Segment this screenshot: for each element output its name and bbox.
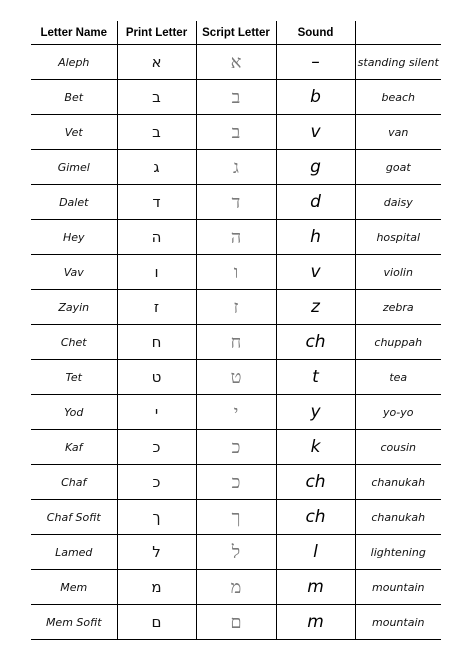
table-row: [31, 325, 441, 360]
example-word-cell: tea: [355, 360, 441, 395]
sound-cell: h: [276, 220, 355, 255]
script-letter-cell: י: [196, 395, 276, 430]
print-letter-cell: ט: [117, 360, 196, 395]
sound-cell: b: [276, 80, 355, 115]
script-letter-cell: ם: [196, 605, 276, 640]
header-example-word: [355, 21, 441, 45]
example-word-cell: zebra: [355, 290, 441, 325]
script-letter-cell: ג: [196, 150, 276, 185]
table-row: [31, 605, 441, 640]
example-word-cell: beach: [355, 80, 441, 115]
letter-name-cell: Chet: [31, 325, 117, 360]
table-row: [31, 430, 441, 465]
sound-cell: ch: [276, 500, 355, 535]
print-letter-cell: ו: [117, 255, 196, 290]
letter-name-cell: Zayin: [31, 290, 117, 325]
print-letter-cell: ג: [117, 150, 196, 185]
print-letter-cell: ך: [117, 500, 196, 535]
sound-cell: l: [276, 535, 355, 570]
letter-name-cell: Tet: [31, 360, 117, 395]
sound-cell: d: [276, 185, 355, 220]
sound-cell: –: [276, 45, 355, 80]
example-word-cell: goat: [355, 150, 441, 185]
sound-cell: y: [276, 395, 355, 430]
example-word-cell: lightening: [355, 535, 441, 570]
table-row: [31, 465, 441, 500]
print-letter-cell: ב: [117, 115, 196, 150]
script-letter-cell: ב: [196, 80, 276, 115]
script-letter-cell: א: [196, 45, 276, 80]
script-letter-cell: ך: [196, 500, 276, 535]
table-body: [31, 45, 441, 640]
table-row: [31, 395, 441, 430]
print-letter-cell: כ: [117, 430, 196, 465]
example-word-cell: yo-yo: [355, 395, 441, 430]
letter-name-cell: Chaf: [31, 465, 117, 500]
example-word-cell: violin: [355, 255, 441, 290]
table-row: [31, 360, 441, 395]
letter-name-cell: Lamed: [31, 535, 117, 570]
letter-name-cell: Bet: [31, 80, 117, 115]
table-row: [31, 290, 441, 325]
example-word-cell: chanukah: [355, 465, 441, 500]
letter-name-cell: Gimel: [31, 150, 117, 185]
sound-cell: v: [276, 255, 355, 290]
sound-cell: t: [276, 360, 355, 395]
letter-name-cell: Kaf: [31, 430, 117, 465]
example-word-cell: van: [355, 115, 441, 150]
example-word-cell: hospital: [355, 220, 441, 255]
table-row: [31, 535, 441, 570]
table-row: [31, 500, 441, 535]
table-row: [31, 115, 441, 150]
script-letter-cell: מ: [196, 570, 276, 605]
sound-cell: ch: [276, 465, 355, 500]
sound-cell: g: [276, 150, 355, 185]
print-letter-cell: ם: [117, 605, 196, 640]
table-row: [31, 570, 441, 605]
header-script-letter: Script Letter: [196, 21, 276, 45]
letter-name-cell: Vet: [31, 115, 117, 150]
print-letter-cell: ח: [117, 325, 196, 360]
example-word-cell: standing silent: [355, 45, 441, 80]
script-letter-cell: כ: [196, 465, 276, 500]
table-row: [31, 45, 441, 80]
print-letter-cell: ב: [117, 80, 196, 115]
hebrew-alphabet-table: [31, 21, 441, 640]
letter-name-cell: Dalet: [31, 185, 117, 220]
print-letter-cell: מ: [117, 570, 196, 605]
table-row: [31, 80, 441, 115]
example-word-cell: cousin: [355, 430, 441, 465]
letter-name-cell: Mem Sofit: [31, 605, 117, 640]
letter-name-cell: Mem: [31, 570, 117, 605]
script-letter-cell: ל: [196, 535, 276, 570]
print-letter-cell: א: [117, 45, 196, 80]
script-letter-cell: ח: [196, 325, 276, 360]
script-letter-cell: ו: [196, 255, 276, 290]
print-letter-cell: ד: [117, 185, 196, 220]
header-letter-name: Letter Name: [31, 21, 117, 45]
print-letter-cell: ז: [117, 290, 196, 325]
print-letter-cell: י: [117, 395, 196, 430]
sound-cell: m: [276, 605, 355, 640]
example-word-cell: chanukah: [355, 500, 441, 535]
table-row: [31, 185, 441, 220]
print-letter-cell: כ: [117, 465, 196, 500]
script-letter-cell: ה: [196, 220, 276, 255]
script-letter-cell: ז: [196, 290, 276, 325]
letter-name-cell: Hey: [31, 220, 117, 255]
example-word-cell: mountain: [355, 605, 441, 640]
sound-cell: ch: [276, 325, 355, 360]
script-letter-cell: ד: [196, 185, 276, 220]
letter-name-cell: Yod: [31, 395, 117, 430]
header-sound: Sound: [276, 21, 355, 45]
letter-name-cell: Vav: [31, 255, 117, 290]
sound-cell: k: [276, 430, 355, 465]
print-letter-cell: ה: [117, 220, 196, 255]
table-row: [31, 150, 441, 185]
print-letter-cell: ל: [117, 535, 196, 570]
example-word-cell: chuppah: [355, 325, 441, 360]
example-word-cell: daisy: [355, 185, 441, 220]
sound-cell: z: [276, 290, 355, 325]
script-letter-cell: ב: [196, 115, 276, 150]
header-print-letter: Print Letter: [117, 21, 196, 45]
header-row: [31, 21, 441, 45]
script-letter-cell: ט: [196, 360, 276, 395]
sound-cell: v: [276, 115, 355, 150]
sound-cell: m: [276, 570, 355, 605]
example-word-cell: mountain: [355, 570, 441, 605]
script-letter-cell: כ: [196, 430, 276, 465]
letter-name-cell: Chaf Sofit: [31, 500, 117, 535]
table-row: [31, 220, 441, 255]
letter-name-cell: Aleph: [31, 45, 117, 80]
table-row: [31, 255, 441, 290]
